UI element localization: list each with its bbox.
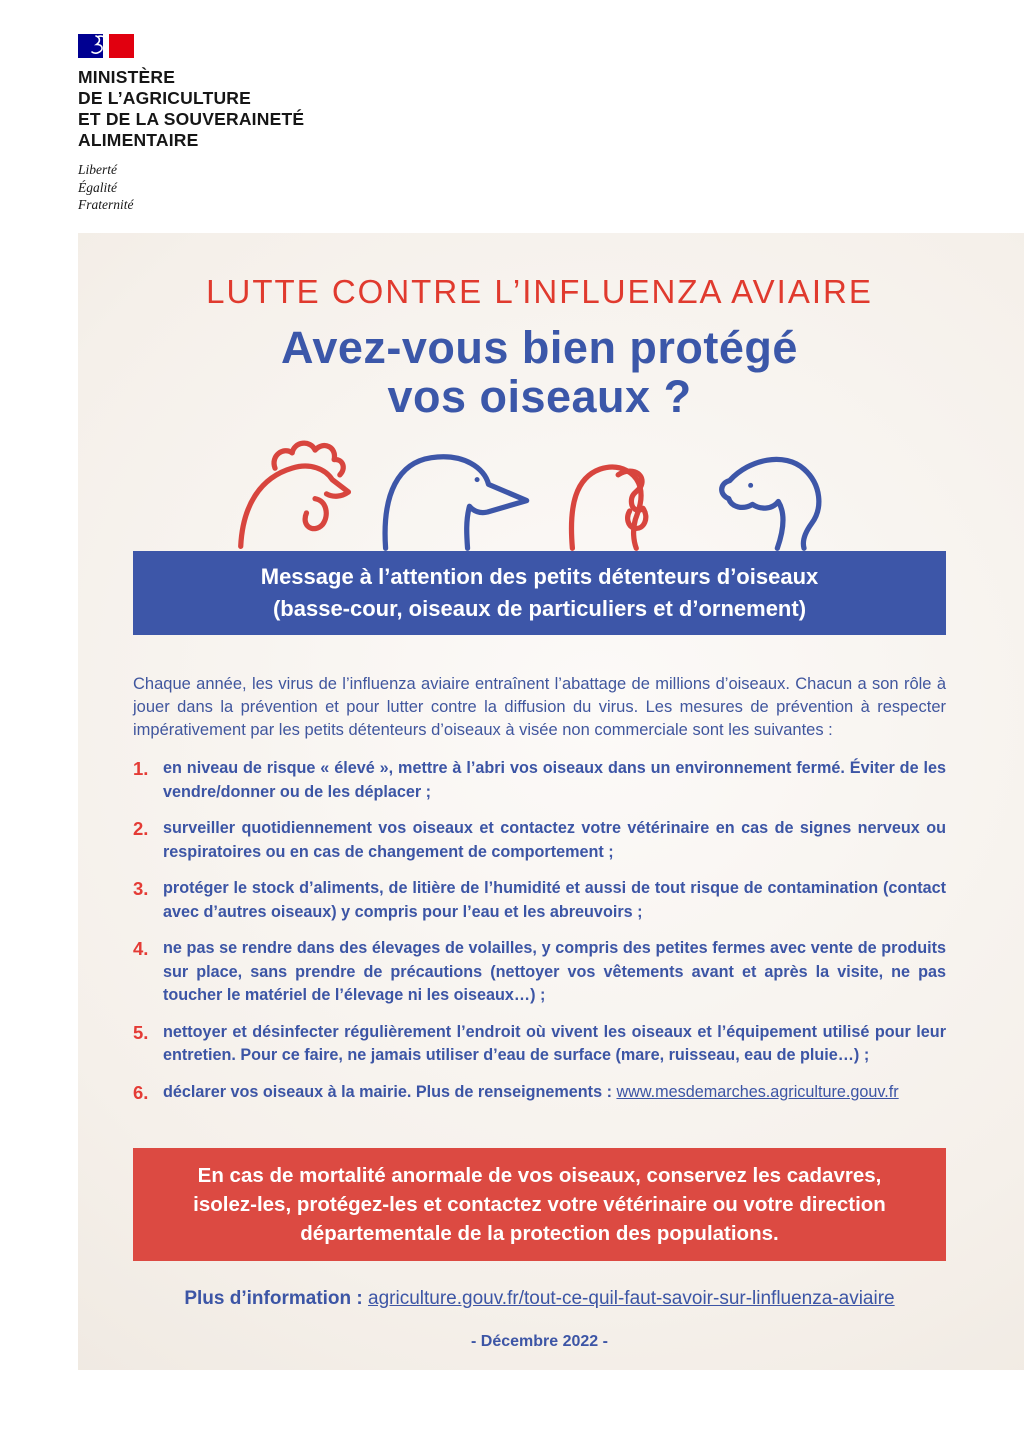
list-item bbox=[133, 757, 946, 804]
republic-motto bbox=[78, 161, 304, 214]
list-item bbox=[133, 877, 946, 924]
measure-number: 2. bbox=[133, 818, 149, 839]
measure-text bbox=[163, 1081, 946, 1105]
measure-number: 5. bbox=[133, 1021, 149, 1043]
campaign-kicker: LUTTE CONTRE L’INFLUENZA AVIAIRE bbox=[206, 273, 873, 310]
birds-illustration bbox=[235, 433, 845, 551]
ministry-title bbox=[78, 67, 304, 151]
mesdemarches-link[interactable]: www.mesdemarches.agriculture.gouv.fr bbox=[616, 1082, 899, 1101]
more-info-label: Plus d’information : bbox=[184, 1288, 369, 1309]
ministry-line: MINISTÈRE bbox=[78, 67, 176, 87]
measure-text: en niveau de risque « élevé », mettre à l’abri vos oiseaux dans un environnement fermé. Éviter de les vendre/donner ou de les déplacer ; bbox=[163, 759, 946, 801]
ministry-line: DE L’AGRICULTURE bbox=[78, 88, 252, 108]
ministry-line: ET DE LA SOUVERAINETÉ bbox=[78, 109, 305, 129]
measure-text: nettoyer et désinfecter régulièrement l’endroit où vivent les oiseaux et l’équipement utilisé pour leur entretien. Pour ce faire, ne jamais utiliser d’eau de surface (mare, ruisseau, eau de pluie…) ; bbox=[163, 1022, 946, 1064]
gov-header bbox=[78, 34, 304, 214]
more-info-link[interactable]: agriculture.gouv.fr/tout-ce-quil-faut-savoir-sur-linfluenza-aviaire bbox=[368, 1288, 895, 1309]
list-item bbox=[133, 1081, 946, 1105]
measures-list bbox=[133, 757, 946, 1104]
measure-number: 1. bbox=[133, 758, 149, 779]
page-title bbox=[133, 323, 946, 421]
turkey-icon bbox=[571, 467, 645, 548]
poster-content bbox=[133, 233, 946, 1351]
alert-line1: En cas de mortalité anormale de vos oiseaux, conservez les cadavres, bbox=[197, 1164, 882, 1187]
list-item bbox=[133, 817, 946, 864]
page-title-line1: Avez-vous bien protégé bbox=[281, 322, 798, 373]
duck-icon bbox=[721, 459, 818, 548]
list-item bbox=[133, 1021, 946, 1068]
measure-text-prefix: déclarer vos oiseaux à la mairie. Plus de renseignements : bbox=[163, 1082, 617, 1101]
goose-icon bbox=[385, 457, 527, 548]
motto-line: Fraternité bbox=[78, 197, 134, 212]
measure-number: 4. bbox=[133, 938, 149, 959]
measure-text: ne pas se rendre dans des élevages de volailles, y compris des petites fermes avec vente de produits sur place, sans prendre de précautions (nettoyer vos vêtements avant et après la visite, ne pas toucher le matériel de l’élevage ni les oiseaux…) ; bbox=[163, 939, 946, 1004]
measure-number: 6. bbox=[133, 1081, 149, 1103]
measure-number: 3. bbox=[133, 878, 149, 899]
alert-line3: départementale de la protection des populations. bbox=[300, 1222, 779, 1245]
measure-text: protéger le stock d’aliments, de litière de l’humidité et aussi de tout risque de contamination (contact avec d’autres oiseaux) y compris pour l’eau et les abreuvoirs ; bbox=[163, 879, 946, 921]
motto-line: Égalité bbox=[78, 179, 117, 195]
audience-banner-line2: (basse-cour, oiseaux de particuliers et d’ornement) bbox=[272, 596, 807, 621]
measure-text: surveiller quotidiennement vos oiseaux et contactez votre vétérinaire en cas de signes nerveux ou respiratoires ou en cas de changement de comportement ; bbox=[163, 819, 946, 861]
rooster-icon bbox=[240, 443, 348, 546]
list-item bbox=[133, 937, 946, 1008]
date-line: - Décembre 2022 - bbox=[471, 1333, 608, 1350]
intro-paragraph: Chaque année, les virus de l’influenza aviaire entraînent l’abattage de millions d’oiseaux. Chacun a son rôle à jouer dans la prévention et pour lutter contre la diffusion du virus. Les mesures de prévention à respecter impérativement par les petits détenteurs d’oiseaux à visée non commerciale sont les suivantes : bbox=[133, 675, 946, 739]
ministry-line: ALIMENTAIRE bbox=[78, 130, 199, 150]
alert-banner bbox=[133, 1148, 946, 1261]
page-title-line2: vos oiseaux ? bbox=[387, 371, 692, 422]
more-info-line bbox=[133, 1288, 946, 1310]
motto-line: Liberté bbox=[78, 162, 117, 177]
audience-banner bbox=[133, 551, 946, 635]
french-flag-icon bbox=[78, 34, 135, 58]
poster-card bbox=[78, 233, 1024, 1370]
alert-line2: isolez-les, protégez-les et contactez votre vétérinaire ou votre direction bbox=[193, 1193, 886, 1216]
audience-banner-line1: Message à l’attention des petits détenteurs d’oiseaux bbox=[260, 564, 819, 589]
